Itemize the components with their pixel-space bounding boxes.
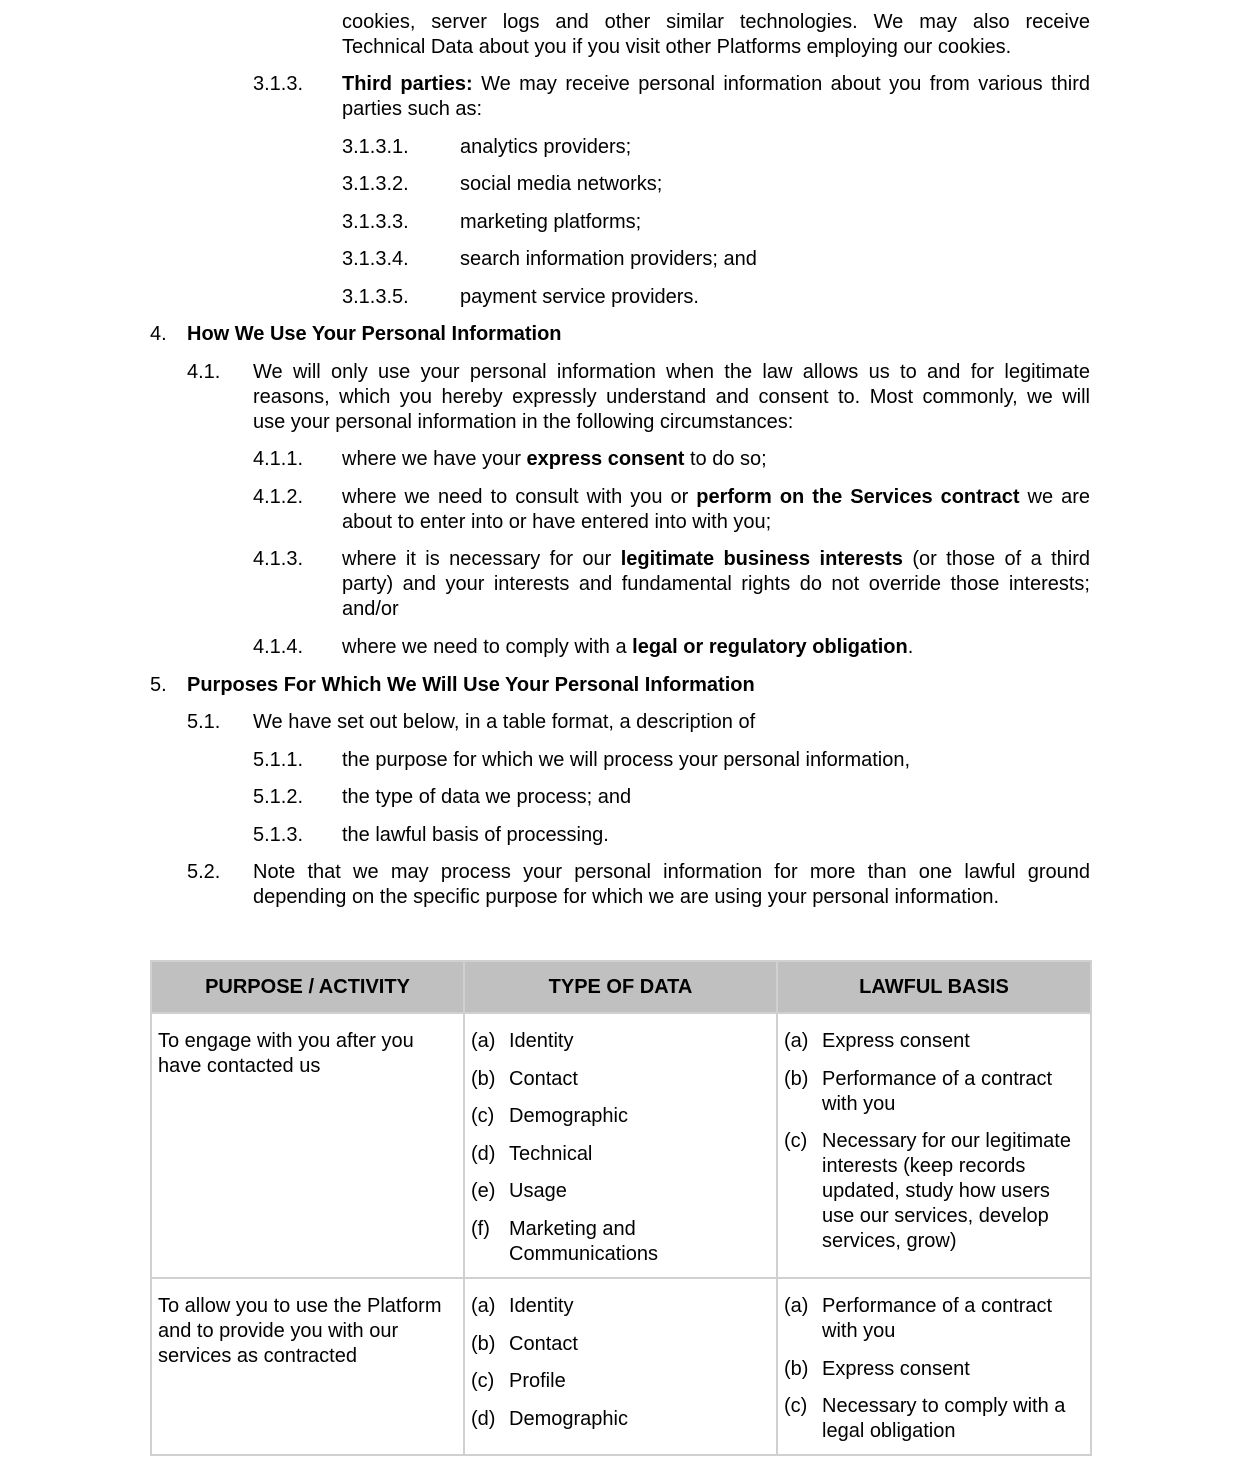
column-header: TYPE OF DATA: [464, 961, 777, 1013]
subclause-number: 3.1.3.5.: [342, 286, 409, 308]
clause-4-1-3-line1: [342, 547, 1090, 572]
item-text: Express consent: [822, 1030, 970, 1052]
item-letter: (d): [471, 1407, 496, 1430]
section-heading: How We Use Your Personal Information: [187, 323, 562, 345]
clause-text: We have set out below, in a table format, a description of: [253, 711, 756, 733]
column-header: PURPOSE / ACTIVITY: [151, 961, 464, 1013]
subclause-number: 3.1.3.3.: [342, 211, 409, 233]
list-item: [471, 1332, 770, 1357]
clause-text: we are: [1019, 486, 1090, 508]
type-of-data-cell: [464, 1013, 777, 1278]
item-text: Express consent: [822, 1357, 970, 1380]
list-item: [784, 1129, 1084, 1254]
list-item: [471, 1179, 770, 1204]
table-row: [151, 1013, 1091, 1278]
item-letter: (b): [471, 1332, 496, 1355]
clause-text: where we need to consult with you or: [342, 486, 697, 508]
subclause-text: payment service providers.: [460, 286, 699, 308]
item-text: Identity: [509, 1030, 574, 1052]
subclause-text: the purpose for which we will process your personal information,: [342, 749, 911, 771]
subclause-text: social media networks;: [460, 173, 663, 195]
clause-text: where we need to comply with a: [342, 636, 633, 658]
list-item: [471, 1407, 770, 1432]
item-text: Usage: [509, 1180, 567, 1202]
subclause-number: 4.1.2.: [253, 486, 304, 508]
subclause-number: 5.1.1.: [253, 749, 304, 771]
clause-text: .: [907, 636, 914, 658]
subclause-text: the lawful basis of processing.: [342, 824, 609, 846]
clause-text: where it is necessary for our: [342, 548, 621, 570]
list-item: [784, 1067, 1084, 1117]
list-item: [471, 1294, 770, 1319]
item-text: Profile: [509, 1370, 566, 1392]
item-letter: (a): [471, 1030, 496, 1052]
paragraph-line: party) and your interests and fundamental rights do not override those interests;: [342, 573, 1090, 595]
list-item: [471, 1142, 770, 1167]
list-item: [784, 1357, 1084, 1382]
lawful-basis-cell: [777, 1278, 1091, 1455]
subclause-number: 3.1.3.2.: [342, 173, 409, 195]
purpose-cell: To engage with you after you have contacted us: [151, 1013, 464, 1278]
clause-number: 3.1.3.: [253, 73, 304, 95]
clause-number: 4.1.: [187, 361, 221, 383]
item-letter: (a): [784, 1030, 809, 1052]
clause-bold-term: perform on the Services contract: [696, 486, 1020, 508]
subclause-number: 4.1.1.: [253, 448, 304, 470]
paragraph-line: use your personal information in the following circumstances:: [253, 411, 794, 433]
clause-4-1-1: [342, 447, 767, 472]
item-text: Technical: [509, 1142, 593, 1165]
item-text: Performance of a contract with you: [822, 1067, 1053, 1115]
purpose-table: [150, 960, 1092, 1456]
lawful-basis-cell: [777, 1013, 1091, 1278]
item-text: Demographic: [509, 1407, 628, 1430]
section-number: 4.: [150, 323, 167, 345]
paragraph-line: about to enter into or have entered into with you;: [342, 511, 772, 533]
item-text: Necessary to comply with a legal obligation: [822, 1395, 1066, 1442]
subclause-number: 3.1.3.4.: [342, 248, 409, 270]
paragraph-line: parties such as:: [342, 98, 483, 120]
subclause-number: 5.1.2.: [253, 786, 304, 808]
clause-number: 5.1.: [187, 711, 221, 733]
basis-list: [784, 1294, 1084, 1444]
item-letter: (c): [784, 1130, 808, 1152]
item-letter: (a): [471, 1295, 496, 1317]
paragraph-line: We will only use your personal information when the law allows us to and for legitimate: [253, 361, 1090, 383]
clause-3-1-3-line1: [342, 72, 1090, 97]
paragraph-line: cookies, server logs and other similar technologies. We may also receive: [342, 11, 1090, 33]
item-text: Necessary for our legitimate interests (keep records updated, study how users use our services, develop services, grow): [822, 1130, 1071, 1252]
paragraph-line: reasons, which you hereby expressly understand and consent to. Most commonly, we will: [253, 386, 1090, 408]
column-header: LAWFUL BASIS: [777, 961, 1091, 1013]
list-item: [471, 1104, 770, 1129]
subclause-number: 4.1.4.: [253, 636, 304, 658]
type-list: [471, 1029, 770, 1267]
item-letter: (d): [471, 1142, 496, 1165]
list-item: [784, 1394, 1084, 1444]
basis-list: [784, 1029, 1084, 1254]
type-of-data-cell: [464, 1278, 777, 1455]
item-letter: (b): [784, 1357, 809, 1380]
subclause-number: 3.1.3.1.: [342, 136, 409, 158]
clause-bold-term: Third parties:: [342, 73, 473, 95]
type-list: [471, 1294, 770, 1432]
subclause-number: 4.1.3.: [253, 548, 304, 570]
list-item: [471, 1029, 770, 1054]
clause-bold-term: legitimate business interests: [620, 548, 903, 570]
clause-4-1-2-line1: [342, 485, 1090, 510]
clause-4-1-4: [342, 635, 913, 660]
item-letter: (c): [784, 1395, 808, 1417]
item-letter: (b): [784, 1067, 809, 1090]
item-text: Contact: [509, 1067, 578, 1090]
section-heading: Purposes For Which We Will Use Your Personal Information: [187, 674, 755, 696]
clause-bold-term: legal or regulatory obligation: [632, 636, 908, 658]
item-text: Demographic: [509, 1105, 628, 1127]
clause-bold-term: express consent: [526, 448, 685, 470]
subclause-text: marketing platforms;: [460, 211, 642, 233]
paragraph-line: and/or: [342, 598, 399, 620]
clause-text: (or those of a third: [902, 548, 1090, 570]
section-number: 5.: [150, 674, 167, 696]
item-text: Contact: [509, 1332, 578, 1355]
subclause-text: analytics providers;: [460, 136, 632, 158]
paragraph-line: Note that we may process your personal information for more than one lawful ground: [253, 861, 1090, 883]
table-row: [151, 1278, 1091, 1455]
subclause-text: the type of data we process; and: [342, 786, 632, 808]
table-header-row: [151, 961, 1091, 1013]
clause-number: 5.2.: [187, 861, 221, 883]
paragraph-line: depending on the specific purpose for which we are using your personal information.: [253, 886, 999, 908]
list-item: [471, 1217, 770, 1267]
item-text: Identity: [509, 1295, 574, 1317]
purpose-cell: To allow you to use the Platform and to provide you with our services as contracted: [151, 1278, 464, 1455]
subclause-text: search information providers; and: [460, 248, 757, 270]
item-letter: (c): [471, 1370, 495, 1392]
item-letter: (b): [471, 1067, 496, 1090]
clause-text: We may receive personal information about you from various third: [472, 73, 1090, 95]
list-item: [471, 1067, 770, 1092]
subclause-number: 5.1.3.: [253, 824, 304, 846]
list-item: [784, 1294, 1084, 1344]
item-letter: (c): [471, 1105, 495, 1127]
item-text: Marketing and Communications: [509, 1217, 658, 1265]
item-letter: (e): [471, 1180, 496, 1202]
clause-text: where we have your: [342, 448, 527, 470]
clause-text: to do so;: [684, 448, 767, 470]
paragraph-line: Technical Data about you if you visit other Platforms employing our cookies.: [342, 36, 1012, 58]
item-letter: (f): [471, 1217, 490, 1240]
list-item: [784, 1029, 1084, 1054]
list-item: [471, 1369, 770, 1394]
item-text: Performance of a contract with you: [822, 1295, 1053, 1342]
item-letter: (a): [784, 1295, 809, 1317]
